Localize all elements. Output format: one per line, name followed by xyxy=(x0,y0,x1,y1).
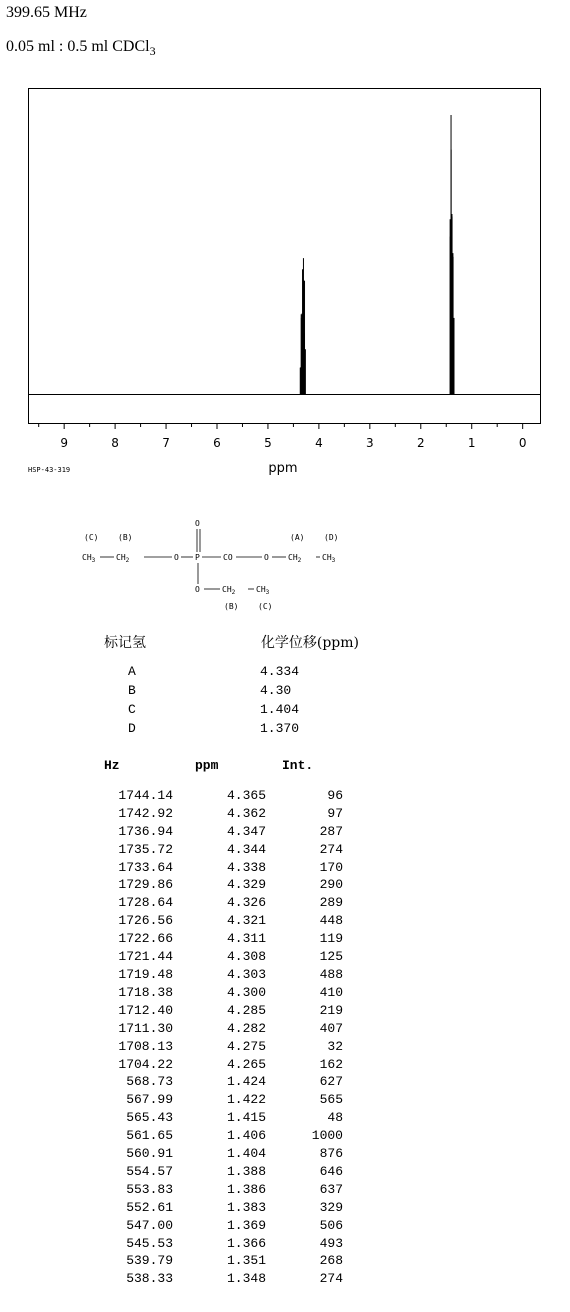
assignment-row xyxy=(104,700,300,719)
assignment-label: D xyxy=(128,721,136,736)
peak-hz: 545.53 xyxy=(126,1235,173,1251)
peak-intensity: 289 xyxy=(319,895,343,911)
peak-intensity: 219 xyxy=(319,1002,343,1018)
peak-ppm: 1.388 xyxy=(226,1163,266,1179)
peak-row xyxy=(90,1217,343,1235)
peak-ppm: 4.329 xyxy=(226,877,266,893)
peak-hz: 1735.72 xyxy=(118,841,173,857)
peak-header-ppm: ppm xyxy=(195,758,219,773)
peak-header-int: Int. xyxy=(282,758,314,773)
peak-hz: 538.33 xyxy=(126,1271,173,1287)
x-axis-tick-label: 9 xyxy=(60,436,68,450)
peak-row xyxy=(90,823,343,841)
peak-row xyxy=(90,1002,343,1020)
x-axis-tick-label: 3 xyxy=(366,436,374,450)
peak-intensity: 125 xyxy=(319,949,343,965)
label-c-bottom: (C) xyxy=(258,602,273,611)
sample-description xyxy=(6,38,156,59)
peak-intensity: 170 xyxy=(319,859,343,875)
peak-ppm: 4.300 xyxy=(226,984,266,1000)
x-axis-tick-label: 7 xyxy=(162,436,170,450)
peak-row xyxy=(90,1235,343,1253)
peak-ppm: 1.369 xyxy=(226,1217,266,1233)
peak-row xyxy=(90,859,343,877)
atom-co: CO xyxy=(223,553,233,562)
peak-hz: 553.83 xyxy=(126,1181,173,1197)
peak-row xyxy=(90,787,343,805)
peak-ppm: 4.326 xyxy=(226,895,266,911)
peak-row xyxy=(90,1109,343,1127)
x-axis-tick-label: 5 xyxy=(264,436,272,450)
peak-ppm: 4.285 xyxy=(226,1002,266,1018)
peak-row xyxy=(90,1163,343,1181)
peak-row xyxy=(90,876,343,894)
peak-hz: 561.65 xyxy=(126,1128,173,1144)
peak-hz: 1704.22 xyxy=(118,1056,173,1072)
peak-ppm: 4.265 xyxy=(226,1056,266,1072)
peak-ppm: 1.415 xyxy=(226,1110,266,1126)
peak-header-hz: Hz xyxy=(104,758,120,773)
peak-intensity: 119 xyxy=(319,931,343,947)
peak-hz: 568.73 xyxy=(126,1074,173,1090)
group-ch2-left: $CH_2$ xyxy=(116,553,130,564)
assignment-row xyxy=(104,681,300,700)
peak-hz: 1722.66 xyxy=(118,931,173,947)
group-ch3-bottom: $CH_3$ xyxy=(256,585,270,596)
label-c-left: (C) xyxy=(84,533,99,542)
bonds xyxy=(100,529,320,589)
atom-o-bottom: O xyxy=(195,585,200,594)
x-axis-tick-labels xyxy=(60,436,526,450)
sample-text: 0.05 ml : 0.5 ml CDCl xyxy=(6,38,150,55)
peak-intensity: 627 xyxy=(319,1074,343,1090)
group-ch2-right: $CH_2$ xyxy=(288,553,302,564)
peak-hz: 1726.56 xyxy=(118,913,173,929)
peak-hz: 552.61 xyxy=(126,1199,173,1215)
plot-frame xyxy=(29,89,541,424)
atom-o-top: O xyxy=(195,519,200,528)
peak-ppm: 4.344 xyxy=(226,841,266,857)
peak-layer xyxy=(300,115,454,395)
peak-intensity: 268 xyxy=(319,1253,343,1269)
peak-intensity: 488 xyxy=(319,966,343,982)
peak-ppm: 4.321 xyxy=(226,913,266,929)
label-b-left: (B) xyxy=(118,533,133,542)
atom-p: P xyxy=(195,553,200,562)
peak-row xyxy=(90,841,343,859)
peak-intensity: 32 xyxy=(327,1038,343,1054)
peak-hz: 1718.38 xyxy=(118,984,173,1000)
peak-intensity: 876 xyxy=(319,1146,343,1162)
group-ch3-left: $CH_3$ xyxy=(82,553,96,564)
peak-intensity: 1000 xyxy=(311,1128,343,1144)
peak-row xyxy=(90,966,343,984)
peak-ppm: 4.282 xyxy=(226,1020,266,1036)
peak-ppm: 1.366 xyxy=(226,1235,266,1251)
group-ch2-bottom: $CH_2$ xyxy=(222,585,236,596)
x-axis-tick-label: 2 xyxy=(416,436,425,450)
peak-row xyxy=(90,1127,343,1145)
molecular-structure xyxy=(76,512,376,622)
peak-row xyxy=(90,1270,343,1288)
peak-hz: 1728.64 xyxy=(118,895,173,911)
assignment-label: A xyxy=(128,664,136,679)
peak-table xyxy=(90,756,343,1288)
peak-hz: 1733.64 xyxy=(118,859,173,875)
peak-intensity: 287 xyxy=(319,823,343,839)
peak-intensity: 48 xyxy=(327,1110,343,1126)
assignment-shift: 1.404 xyxy=(260,702,300,717)
label-a-right: (A) xyxy=(290,533,305,542)
peak-row xyxy=(90,1020,343,1038)
peak-ppm: 1.406 xyxy=(226,1128,266,1144)
x-axis-label: ppm xyxy=(268,461,298,476)
peak-intensity: 290 xyxy=(319,877,343,893)
peak-row xyxy=(90,948,343,966)
peak-row xyxy=(90,1073,343,1091)
peak-row xyxy=(90,1091,343,1109)
sample-subscript: 3 xyxy=(149,44,156,59)
assignment-shift: 4.334 xyxy=(260,664,300,679)
peak-hz: 565.43 xyxy=(126,1110,173,1126)
peak-ppm: 4.308 xyxy=(226,949,266,965)
peak-ppm: 4.275 xyxy=(226,1038,266,1054)
peak-hz: 1736.94 xyxy=(118,823,173,839)
peak-row xyxy=(90,1252,343,1270)
peak-intensity: 493 xyxy=(319,1235,343,1251)
assign-col-label-header: 标记氢 xyxy=(104,635,146,651)
peak-intensity: 506 xyxy=(319,1217,343,1233)
peak-ppm: 4.362 xyxy=(226,805,266,821)
peak-hz: 539.79 xyxy=(126,1253,173,1269)
x-axis-tick-label: 6 xyxy=(213,436,221,450)
peak-ppm: 4.347 xyxy=(226,823,266,839)
assignment-label: B xyxy=(128,683,136,698)
label-b-bottom: (B) xyxy=(224,602,239,611)
peak-hz: 1729.86 xyxy=(118,877,173,893)
peak-intensity: 274 xyxy=(319,841,343,857)
peak-ppm: 4.311 xyxy=(226,931,266,947)
peak-ppm: 4.338 xyxy=(226,859,266,875)
shift-assignment-table xyxy=(104,662,300,738)
peak-hz: 1742.92 xyxy=(118,805,173,821)
peak-ppm: 1.351 xyxy=(226,1253,266,1269)
peak-ppm: 1.404 xyxy=(226,1146,266,1162)
x-axis-tick-label: 1 xyxy=(467,436,476,450)
shift-assignment-block xyxy=(104,632,404,738)
assignment-row xyxy=(104,662,300,681)
nmr-spectrum-chart xyxy=(0,80,570,480)
assignment-shift: 4.30 xyxy=(260,683,292,698)
peak-intensity: 274 xyxy=(319,1271,343,1287)
peak-intensity: 329 xyxy=(319,1199,343,1215)
peak-intensity: 407 xyxy=(319,1020,343,1036)
peak-row xyxy=(90,894,343,912)
peak-row xyxy=(90,1145,343,1163)
peak-intensity: 96 xyxy=(327,787,343,803)
peak-ppm: 1.386 xyxy=(226,1181,266,1197)
x-axis-tick-label: 4 xyxy=(315,436,323,450)
peak-ppm: 4.303 xyxy=(226,966,266,982)
x-axis-tick-label: 0 xyxy=(518,436,527,450)
assignment-label: C xyxy=(128,702,136,717)
label-d-right: (D) xyxy=(324,533,339,542)
assignment-shift: 1.370 xyxy=(260,721,300,736)
peak-row xyxy=(90,930,343,948)
spectrometer-frequency: 399.65 MHz xyxy=(6,4,87,21)
atom-o-right: O xyxy=(264,553,269,562)
peak-intensity: 97 xyxy=(327,805,343,821)
assign-col-shift-header: 化学位移(ppm) xyxy=(260,635,359,651)
peak-hz: 547.00 xyxy=(126,1217,173,1233)
peak-row xyxy=(90,1181,343,1199)
peak-hz: 554.57 xyxy=(126,1163,173,1179)
peak-intensity: 637 xyxy=(319,1181,343,1197)
peak-hz: 1719.48 xyxy=(118,966,173,982)
peak-ppm: 1.424 xyxy=(226,1074,266,1090)
peak-intensity: 162 xyxy=(319,1056,343,1072)
peak-intensity: 410 xyxy=(319,984,343,1000)
peak-intensity: 448 xyxy=(319,913,343,929)
x-axis-tick-label: 8 xyxy=(111,436,119,450)
peak-row xyxy=(90,805,343,823)
peak-hz: 1708.13 xyxy=(118,1038,173,1054)
peak-intensity: 565 xyxy=(319,1092,343,1108)
peak-ppm: 4.365 xyxy=(226,787,266,803)
atom-o-left: O xyxy=(174,553,179,562)
peak-hz: 1721.44 xyxy=(118,949,173,965)
peak-hz: 1744.14 xyxy=(118,787,173,803)
group-ch3-right: $CH_3$ xyxy=(322,553,336,564)
spectrum-code: HSP-43-319 xyxy=(28,466,71,474)
peak-ppm: 1.348 xyxy=(226,1271,266,1287)
peak-hz: 1711.30 xyxy=(118,1020,173,1036)
peak-row xyxy=(90,912,343,930)
peak-hz: 1712.40 xyxy=(118,1002,173,1018)
x-axis-ticks xyxy=(39,424,523,430)
peak-row xyxy=(90,1056,343,1074)
peak-hz: 567.99 xyxy=(126,1092,173,1108)
peak-intensity: 646 xyxy=(319,1163,343,1179)
peak-list-block xyxy=(90,756,343,1288)
peak-ppm: 1.383 xyxy=(226,1199,266,1215)
peak-row xyxy=(90,1199,343,1217)
peak-row xyxy=(90,984,343,1002)
peak-ppm: 1.422 xyxy=(226,1092,266,1108)
peak-row xyxy=(90,1038,343,1056)
peak-hz: 560.91 xyxy=(126,1146,173,1162)
assignment-row xyxy=(104,719,300,738)
